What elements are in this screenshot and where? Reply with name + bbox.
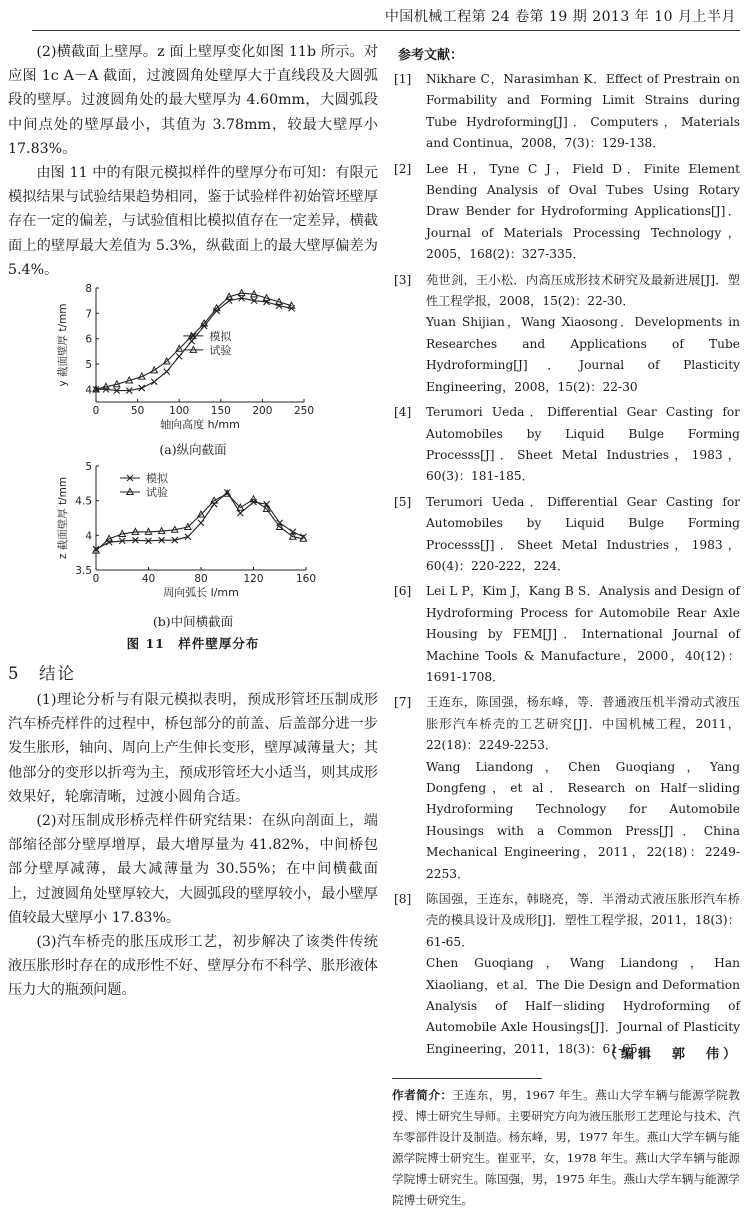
figure-11 [8, 282, 378, 652]
reference-number: [6] [394, 584, 412, 599]
right-column [392, 40, 740, 1211]
author-bio-label: 作者简介： [392, 1088, 453, 1103]
conclusion-paragraph-3: (3)汽车桥壳的胀压成形工艺，初步解决了该类件传统液压胀形时存在的成形性不好、壁厚分布不科学、胀形液体压力大的瓶颈问题。 [8, 934, 378, 999]
legend-label: 模拟 [146, 472, 168, 486]
legend-label: 模拟 [209, 329, 232, 343]
data-point-simulation [198, 520, 204, 526]
y-axis-label: z 截面壁厚 t/mm [57, 476, 69, 560]
x-axis-label: 轴向高度 h/mm [160, 418, 240, 432]
section-title-conclusion: 5 结论 [8, 664, 76, 684]
y-tick-label: 4 [85, 530, 92, 543]
reference-number: [7] [394, 695, 412, 710]
x-tick-label: 0 [92, 573, 100, 586]
y-tick-label: 6 [85, 333, 92, 346]
x-tick-label: 120 [243, 573, 264, 586]
reference-number: [3] [394, 272, 412, 287]
reference-item [392, 581, 740, 688]
reference-body [426, 692, 740, 885]
reference-number: [2] [394, 161, 412, 176]
author-rule [392, 1078, 542, 1079]
journal-header-text: 中国机械工程第 24 卷第 19 期 2013 年 10 月上半月 [384, 9, 736, 25]
header-rule [32, 30, 740, 31]
x-tick-label: 40 [141, 573, 156, 586]
reference-body [426, 270, 740, 398]
reference-text: Wang Liandong，Chen Guoqiang，Yang Dongfeng，et al．Research on Half－sliding Hydroforming Technology for Automobile Housings with a Common Press[J]．China Mechanical Engineering，2011，22(18)：2249-2253． [426, 759, 740, 881]
reference-item [392, 492, 740, 578]
reference-body [426, 402, 740, 488]
x-tick-label: 0 [92, 405, 100, 418]
editor-credit: （编辑 郭 伟） [603, 1047, 740, 1063]
reference-body [426, 159, 740, 266]
reference-text: Nikhare C，Narasimhan K．Effect of Prestrain on Formability and Forming Limit Strains during Tube Hydroforming[J]．Computers，Materials and Continua，2008，7(3)：129-138． [426, 72, 740, 151]
conclusion-paragraph-1: (1)理论分析与有限元模拟表明，预成形管坯压制成形汽车桥壳样件的过程中，桥包部分的前盖、后盖部分进一步发生胀形，轴向、周向上产生伸长变形，壁厚减薄量大；其他部分的变形以折弯为主，预成形管坯大小适当，则其成形效果好，轮廓清晰，过渡小圆角合适。 [8, 692, 378, 805]
reference-item [392, 692, 740, 885]
reference-number: [1] [394, 72, 412, 86]
data-point-simulation [237, 510, 243, 516]
y-tick-label: 5 [85, 359, 92, 372]
references-title: 参考文献： [398, 48, 464, 63]
y-tick-label: 8 [85, 283, 92, 296]
y-axis-label: y 截面壁厚 t/mm [57, 303, 69, 387]
reference-item [392, 69, 740, 155]
left-column [8, 40, 378, 1003]
chart-middle-cross-section [8, 458, 378, 606]
reference-text: Terumori Ueda．Differential Gear Casting for Automobiles by Liquid Bulge Forming Processs[J]．Sheet Metal Industries，1983，60(4)：220-222，224． [426, 494, 740, 573]
author-bio [392, 1085, 740, 1211]
reference-text: 苑世剑，王小松．内高压成形技术研究及最新进展[J]．塑性工程学报，2008，15(2)：22-30． [426, 272, 740, 309]
y-tick-label: 3.5 [75, 565, 92, 578]
reference-text: 王连东，陈国强，杨东峰，等．普通液压机半滑动式液压胀形汽车桥壳的工艺研究[J]．中国机械工程，2011，22(18)：2249-2253． [426, 695, 740, 753]
conclusion-paragraph-2: (2)对压制成形桥壳样件研究结果：在纵向剖面上，端部缩径部分壁厚增厚，最大增厚量为 41.82%，中间桥包部分壁厚减薄，最大减薄量为 30.55%；在中间横截面上，过渡圆角处壁厚较大，大圆弧段的壁厚较小，最小壁厚值较最大壁厚小 17.83%。 [8, 813, 378, 926]
reference-body [426, 492, 740, 578]
series-line-experiment [96, 293, 292, 389]
reference-item [392, 402, 740, 488]
y-tick-label: 4 [85, 384, 92, 397]
chart-longitudinal-section [8, 282, 378, 434]
series-line-simulation [96, 492, 303, 549]
reference-body [426, 889, 740, 1060]
y-tick-label: 7 [85, 308, 92, 321]
reference-number: [4] [394, 405, 412, 420]
reference-item [392, 159, 740, 266]
reference-text: Chen Guoqiang，Wang Liandong，Han Xiaoliang，et al．The Die Design and Deformation Analysis of Half－sliding Hydroforming of Automobile Axle Housings[J]．Journal of Plasticity Engineering，2011，18(3)：61-65． [426, 956, 740, 1056]
data-point-simulation [164, 369, 170, 375]
data-point-simulation [151, 379, 157, 385]
x-tick-label: 150 [210, 405, 231, 418]
legend-label: 试验 [146, 486, 168, 500]
y-tick-label: 5 [85, 461, 92, 474]
x-tick-label: 160 [295, 573, 317, 586]
running-header [0, 0, 750, 36]
reference-text: Lei L P，Kim J，Kang B S．Analysis and Design of Hydroforming Process for Automobile Rear Axle Housing by FEM[J]．International Journal of Machine Tools & Manufacture，2000，40(12)：1691-1708． [426, 584, 740, 684]
figure-11-caption: 图 11 样件壁厚分布 [126, 636, 260, 652]
reference-number: [5] [394, 494, 412, 509]
paragraph-fem-comparison: 由图 11 中的有限元模拟样件的壁厚分布可知：有限元模拟结果与试验结果趋势相同，鉴于试验样件初始管坯壁厚存在一定的偏差，与试验值相比模拟值存在一定差异，横截面上的壁厚最大差值为 5.3%，纵截面上的最大壁厚偏差为 5.4%。 [8, 165, 378, 278]
x-tick-label: 80 [194, 573, 208, 586]
x-tick-label: 100 [169, 405, 190, 418]
x-tick-label: 200 [252, 405, 273, 418]
x-tick-label: 50 [130, 405, 145, 418]
y-tick-label: 4.5 [75, 495, 92, 508]
x-tick-label: 250 [293, 405, 315, 418]
figure-11a-caption: (a)纵向截面 [159, 442, 227, 458]
reference-item [392, 889, 740, 1063]
x-axis-label: 周向弧长 l/mm [163, 586, 239, 600]
data-point-simulation [176, 353, 182, 359]
reference-text: 陈国强，王连东，韩晓亮，等．半滑动式液压胀形汽车桥壳的模具设计及成形[J]．塑性工程学报，2011，18(3)：61-65． [426, 892, 740, 949]
reference-number: [8] [394, 892, 412, 907]
reference-text: Terumori Ueda．Differential Gear Casting for Automobiles by Liquid Bulge Forming Processs[J]．Sheet Metal Industries，1983，60(3)：181-185． [426, 405, 740, 484]
reference-item [392, 270, 740, 398]
figure-11b-caption: (b)中间横截面 [152, 614, 234, 630]
reference-body [426, 581, 740, 688]
author-bio-text: 王连东，男，1967 年生。燕山大学车辆与能源学院教授、博士研究生导师。主要研究方向为液压胀形工艺理论与技术、汽车零部件设计及制造。杨东峰，男，1977 年生。燕山大学车辆与能源学院博士研究生。崔亚平，女，1978 年生。燕山大学车辆与能源学院博士研究生。陈国强，男，1975 年生。燕山大学车辆与能源学院博士研究生。 [392, 1088, 740, 1208]
series-line-simulation [96, 298, 292, 391]
legend-label: 试验 [209, 343, 232, 357]
paragraph-cross-section: (2)横截面上壁厚。z 面上壁厚变化如图 11b 所示。对应图 1c A－A 截面，过渡圆角处壁厚大于直线段及大圆弧段的壁厚。过渡圆角处的最大壁厚为 4.60mm，大圆弧段中间点处的壁厚最小，其值为 3.78mm，较最大壁厚小 17.83%。 [8, 44, 378, 157]
reference-list [392, 69, 740, 1063]
reference-text: Yuan Shijian，Wang Xiaosong．Developments in Researches and Applications of Tube Hydroforming[J]．Journal of Plasticity Engineering，2008，15(2)：22-30 [426, 315, 740, 394]
reference-body [426, 69, 740, 155]
reference-text: Lee H，Tyne C J，Field D．Finite Element Bending Analysis of Oval Tubes Using Rotary Draw Bender for Hydroforming Applications[J]．Journal of Materials Processing Technology，2005，168(2)：327-335． [426, 161, 740, 262]
